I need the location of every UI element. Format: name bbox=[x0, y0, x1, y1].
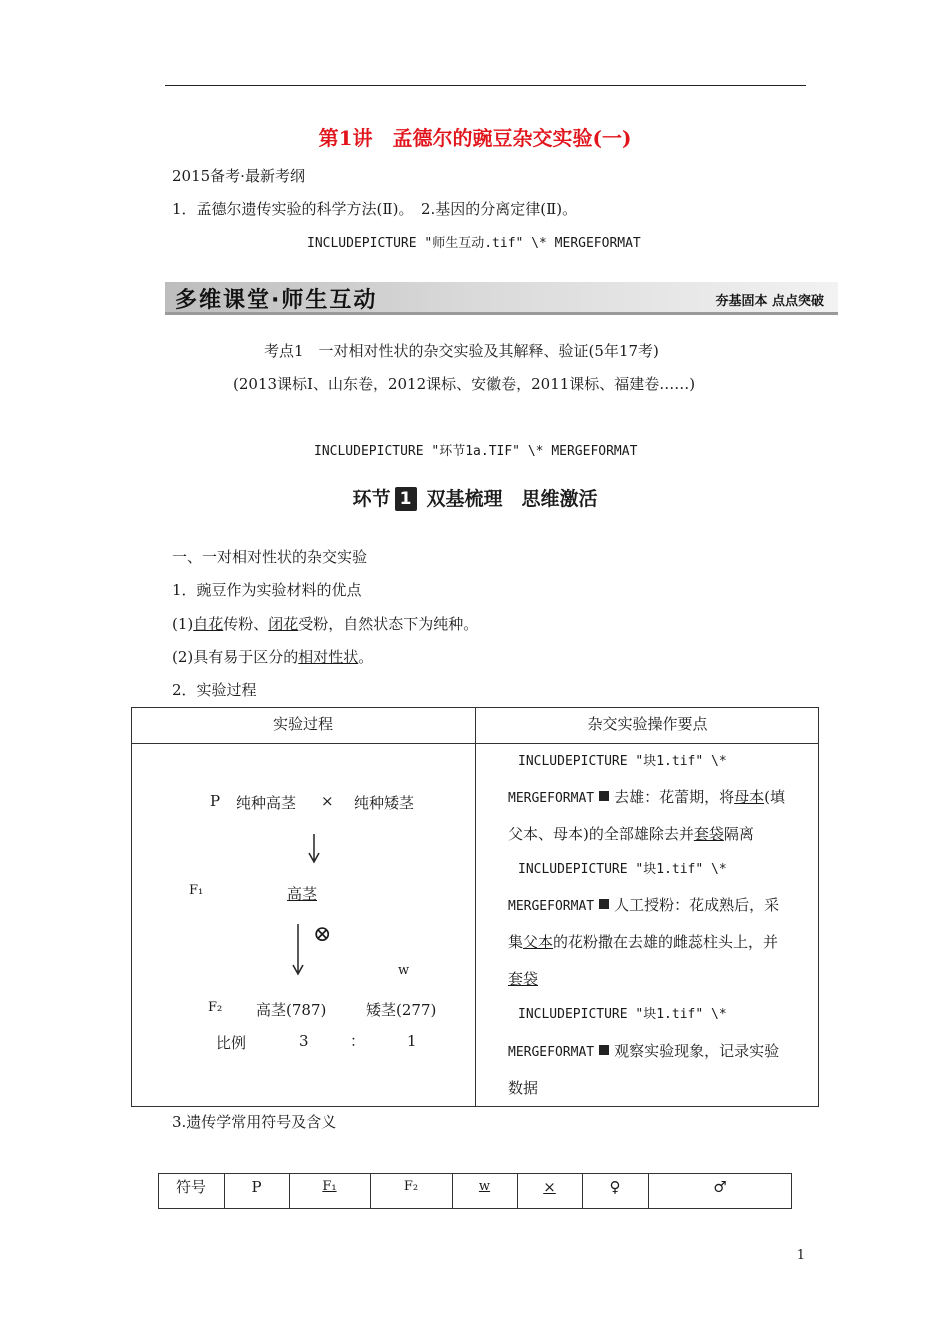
huanjie-prefix: 环节 bbox=[352, 488, 391, 510]
include-field: INCLUDEPICTURE "块1.tif" \* bbox=[518, 862, 727, 877]
f2-tall: 高茎(787) bbox=[256, 1001, 327, 1019]
table-divider bbox=[475, 707, 476, 1107]
table-head-right: 杂交实验操作要点 bbox=[587, 715, 708, 733]
op-line: 数据 bbox=[508, 1079, 539, 1097]
exam-line: 2015备考·最新考纲 bbox=[172, 167, 305, 185]
include-field-2: INCLUDEPICTURE "环节1a.TIF" \* MERGEFORMAT bbox=[314, 444, 638, 459]
top-rule bbox=[165, 85, 806, 86]
syllabus-line: 1．孟德尔遗传实验的科学方法(Ⅱ)。 2.基因的分离定律(Ⅱ)。 bbox=[172, 200, 578, 218]
p-parent-left: 纯种高茎 bbox=[236, 794, 297, 812]
item-3: 3.遗传学常用符号及含义 bbox=[172, 1113, 337, 1131]
op-line: MERGEFORMAT 观察实验现象，记录实验 bbox=[508, 1042, 780, 1060]
table-head-left: 实验过程 bbox=[272, 715, 333, 733]
answer-blank: 父本 bbox=[523, 933, 554, 951]
f1-label: F₁ bbox=[189, 883, 204, 898]
f1-value: 高茎 bbox=[287, 885, 318, 903]
ratio-label: 比例 bbox=[216, 1034, 247, 1052]
banner-tagline: 夯基固本 点点突破 bbox=[715, 294, 824, 309]
banner-title: 多维课堂·师生互动 bbox=[175, 288, 378, 313]
symbol-cross: × bbox=[543, 1178, 556, 1196]
symbol-w: w bbox=[478, 1179, 491, 1194]
ratio-a: 3 bbox=[299, 1032, 309, 1050]
bullet-square-icon bbox=[599, 899, 609, 909]
op-line: 父本、母本)的全部雄除去并套袋隔离 bbox=[508, 825, 754, 843]
huanjie-number-badge: 1 bbox=[395, 487, 417, 511]
table-header-rule bbox=[131, 743, 819, 744]
symbol-f2: F₂ bbox=[403, 1179, 419, 1194]
huanjie-title: 双基梳理 思维激活 bbox=[426, 488, 598, 510]
answer-blank: 母本 bbox=[734, 788, 765, 806]
op-line: MERGEFORMAT 人工授粉：花成熟后，采 bbox=[508, 896, 780, 914]
answer-blank: 闭花 bbox=[268, 615, 299, 633]
op-line bbox=[508, 968, 538, 989]
p-label: P bbox=[210, 792, 221, 810]
item-1: 1．豌豆作为实验材料的优点 bbox=[172, 581, 362, 599]
ratio-colon: ： bbox=[350, 1032, 366, 1050]
section-heading: 一、一对相对性状的杂交实验 bbox=[172, 548, 368, 566]
page-title: 第1讲 孟德尔的豌豆杂交实验(一) bbox=[318, 126, 632, 150]
answer-blank: 相对性状 bbox=[298, 648, 359, 666]
symbol-header: 符号 bbox=[175, 1178, 206, 1196]
op-line: MERGEFORMAT 去雄：花蕾期，将母本(填 bbox=[508, 788, 785, 806]
answer-blank: 套袋 bbox=[693, 825, 724, 843]
symbol-p: P bbox=[251, 1178, 262, 1196]
symbol-f1: F₁ bbox=[322, 1179, 337, 1194]
w-mark: w bbox=[398, 963, 410, 978]
item-2: 2．实验过程 bbox=[172, 681, 257, 699]
f2-short: 矮茎(277) bbox=[366, 1001, 437, 1019]
f2-label: F₂ bbox=[208, 1000, 223, 1015]
symbol-female-icon: ♀ bbox=[609, 1178, 621, 1196]
bullet-square-icon bbox=[599, 1045, 609, 1055]
kaodian-sources: (2013课标Ⅰ、山东卷，2012课标、安徽卷，2011课标、福建卷……) bbox=[233, 375, 696, 393]
paragraph-2: (2)具有易于区分的相对性状。 bbox=[172, 648, 374, 666]
down-arrow-icon bbox=[306, 834, 322, 864]
selfing-icon: ⊗ bbox=[313, 922, 332, 947]
section-banner bbox=[165, 282, 838, 316]
down-arrow-icon bbox=[290, 924, 306, 976]
symbol-male-icon: ♂ bbox=[713, 1178, 727, 1196]
include-field: INCLUDEPICTURE "块1.tif" \* bbox=[518, 754, 727, 769]
cross-symbol: × bbox=[321, 792, 334, 810]
answer-blank: 自花 bbox=[193, 615, 224, 633]
include-field: INCLUDEPICTURE "块1.tif" \* bbox=[518, 1007, 727, 1022]
page-number: 1 bbox=[796, 1248, 805, 1263]
paragraph-1: (1)自花传粉、闭花受粉，自然状态下为纯种。 bbox=[172, 615, 479, 633]
p-parent-right: 纯种矮茎 bbox=[354, 794, 415, 812]
bullet-square-icon bbox=[599, 791, 609, 801]
include-field-1: INCLUDEPICTURE "师生互动.tif" \* MERGEFORMAT bbox=[307, 236, 641, 251]
op-line: 集父本的花粉撒在去雄的雌蕊柱头上，并 bbox=[508, 933, 779, 951]
kaodian-title: 考点1 一对相对性状的杂交实验及其解释、验证(5年17考) bbox=[264, 342, 659, 360]
answer-blank: 套袋 bbox=[508, 970, 539, 988]
ratio-b: 1 bbox=[407, 1032, 417, 1050]
huanjie-heading bbox=[0, 484, 950, 511]
